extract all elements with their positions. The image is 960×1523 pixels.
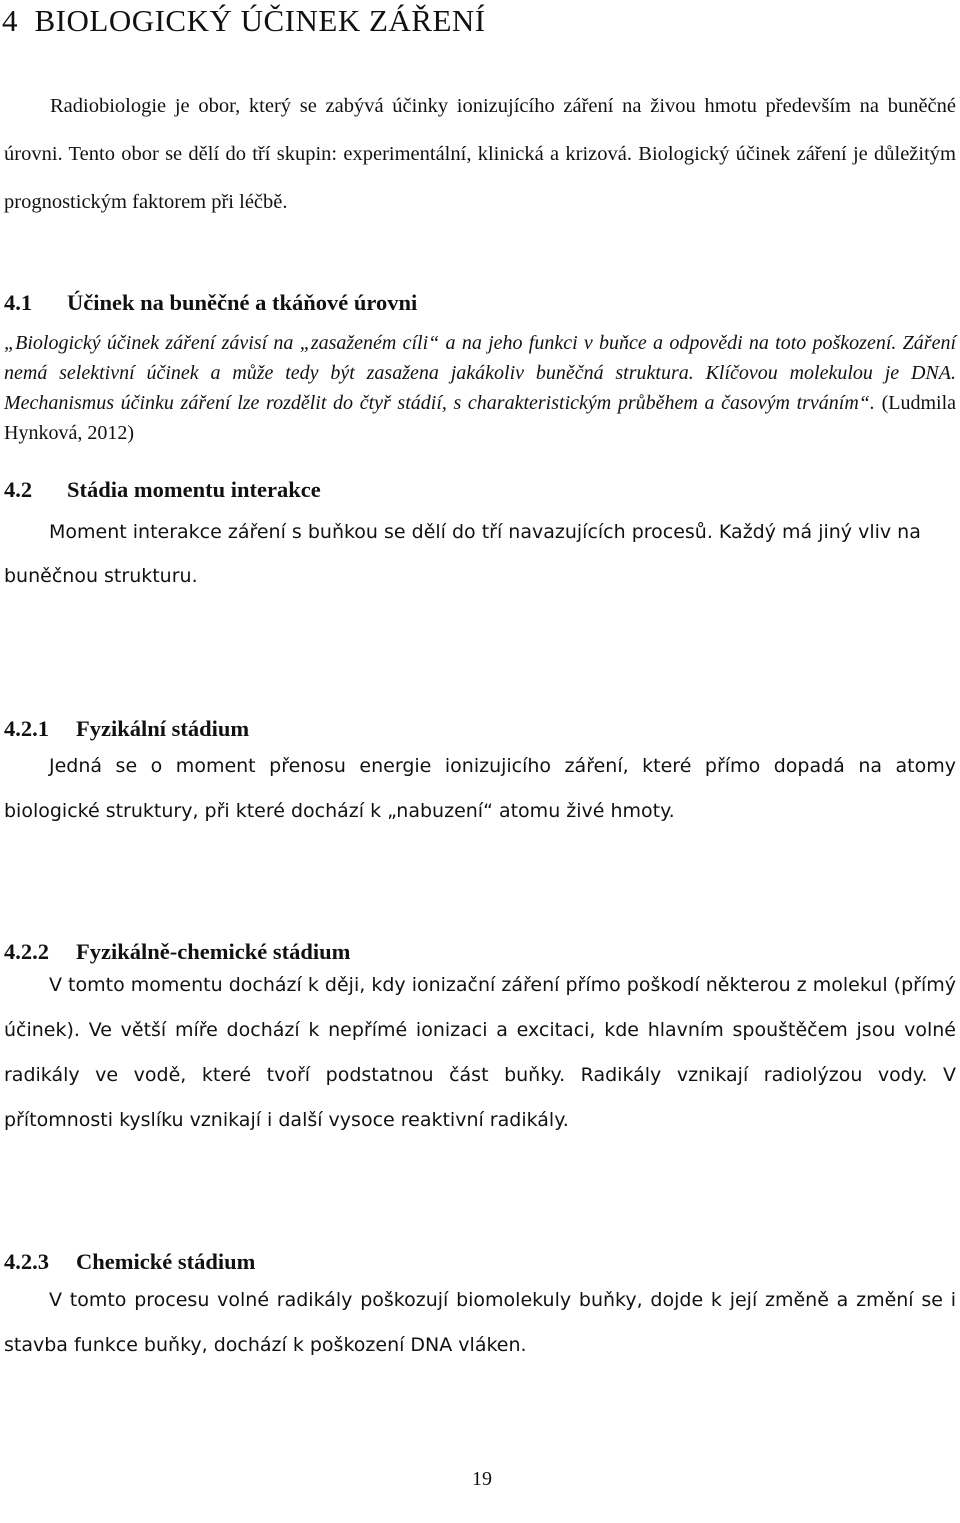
section-4-2-3-heading xyxy=(4,1247,956,1277)
chapter-heading xyxy=(2,0,954,42)
section-number: 4.2.1 xyxy=(4,716,49,741)
section-4-2-2-paragraph: V tomto momentu dochází k ději, kdy ionizační záření přímo poškodí některou z molekul (přímý účinek). Ve větší míře dochází k nepřímé ionizaci a excitaci, kde hlavním spouštěčem jsou volné radikály ve vodě, které tvoří podstatnou část buňky. Radikály vznikají radiolýzou vody. V přítomnosti kyslíku vznikají i další vysoce reaktivní radikály. xyxy=(4,974,956,1131)
section-number: 4.1 xyxy=(4,290,33,315)
section-title: Účinek na buněčné a tkáňové úrovni xyxy=(67,290,418,315)
section-4-2-1-heading xyxy=(4,714,956,744)
section-title: Chemické stádium xyxy=(76,1249,256,1274)
section-4-1-heading xyxy=(4,288,956,318)
section-number: 4.2 xyxy=(4,477,33,502)
section-4-2-paragraph: Moment interakce záření s buňkou se dělí do tří navazujících procesů. Každý má jiný vliv na buněčnou strukturu. xyxy=(4,521,921,587)
citation: (Ludmila Hynková, 2012) xyxy=(4,392,956,444)
section-4-2-heading xyxy=(4,475,956,505)
page-number: 19 xyxy=(472,1468,492,1490)
section-4-1-quote-paragraph xyxy=(4,328,956,448)
section-number: 4.2.3 xyxy=(4,1249,49,1274)
section-title: Stádia momentu interakce xyxy=(67,477,321,502)
section-4-2-1-paragraph: Jedná se o moment přenosu energie ionizujicího záření, které přímo dopadá na atomy biologické struktury, při které dochází k „nabuzení“ atomu živé hmoty. xyxy=(4,755,956,822)
section-title: Fyzikální stádium xyxy=(76,716,250,741)
intro-paragraph: Radiobiologie je obor, který se zabývá účinky ionizujícího záření na živou hmotu především na buněčné úrovni. Tento obor se dělí do tří skupin: experimentální, klinická a krizová. Biologický účinek záření je důležitým prognostickým faktorem při léčbě. xyxy=(4,95,956,213)
chapter-number: 4 xyxy=(2,3,18,38)
quote-text: „Biologický účinek záření závisí na „zasaženém cíli“ a na jeho funkci v buňce a odpovědi na toto poškození. Záření nemá selektivní účinek a může tedy být zasažena jakákoliv buněčná struktura. Klíčovou molekulou je DNA. Mechanismus účinku záření lze rozdělit do čtyř stádií, s charakteristickým průběhem a časovým trváním“. xyxy=(4,332,956,414)
chapter-title: BIOLOGICKÝ ÚČINEK ZÁŘENÍ xyxy=(34,3,486,38)
section-number: 4.2.2 xyxy=(4,939,49,964)
section-title: Fyzikálně-chemické stádium xyxy=(76,939,351,964)
section-4-2-3-paragraph: V tomto procesu volné radikály poškozují biomolekuly buňky, dojde k její změně a změní se i stavba funkce buňky, dochází k poškození DNA vláken. xyxy=(4,1289,956,1356)
